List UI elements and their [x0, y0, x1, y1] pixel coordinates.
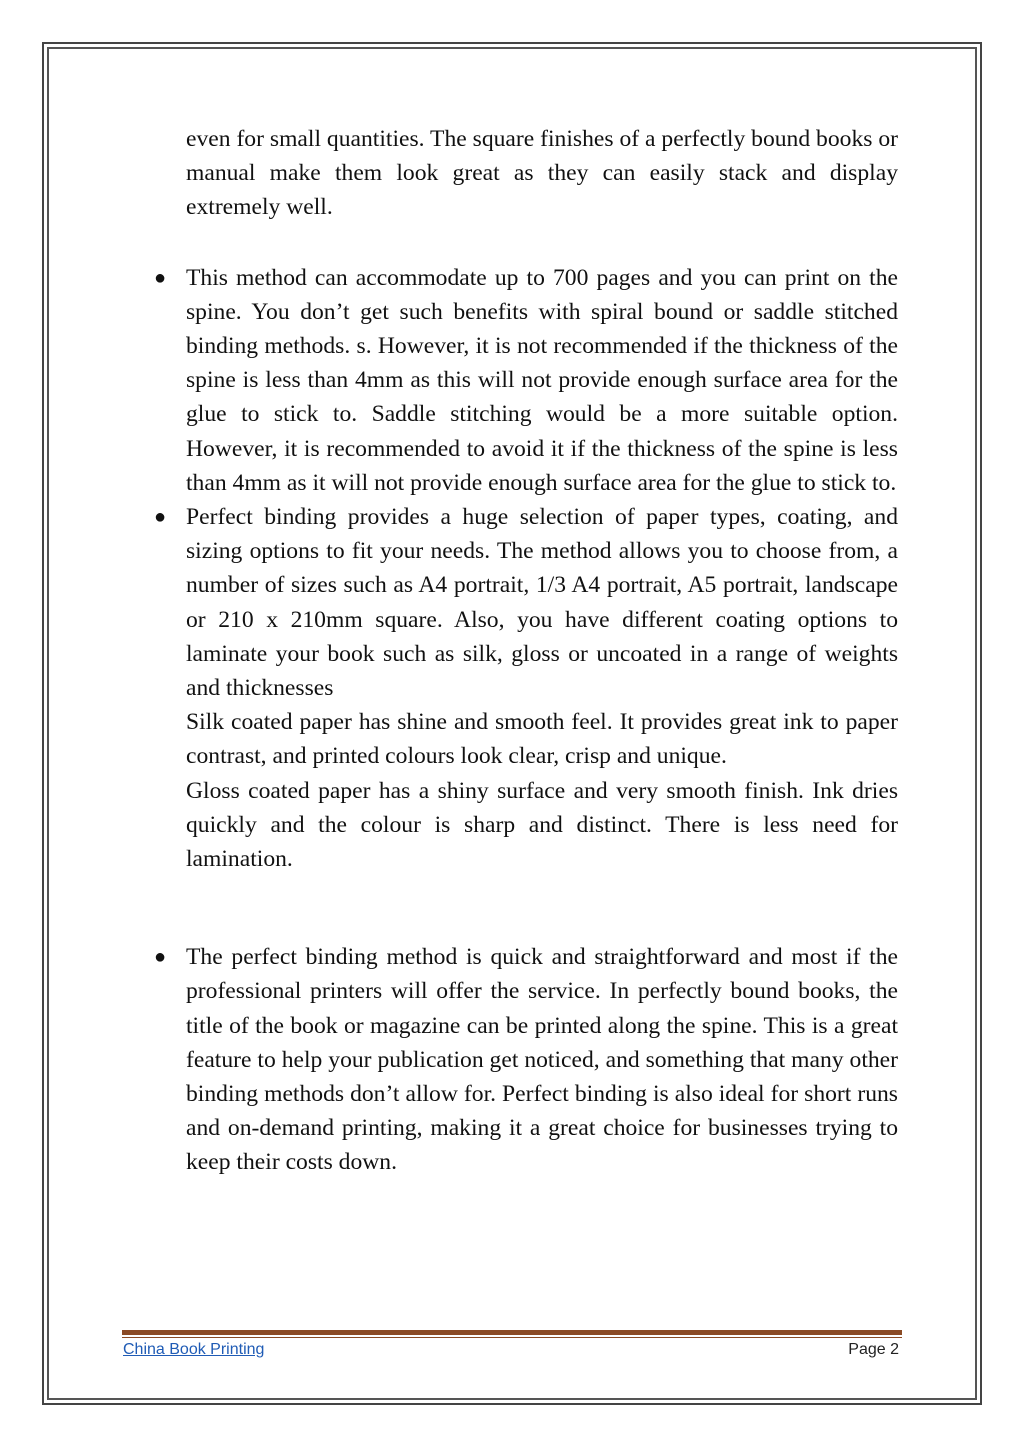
- bullet-paragraph: Perfect binding provides a huge selection of paper types, coating, and sizing options to fit your needs. The method allows you to choose from, a number of sizes such as A4 portrait, 1/3 A4 portrait, A5 portrait, landscape or 210 x 210mm square. Also, you have different coating options to laminate your book such as silk, gloss or uncoated in a range of weights and thicknesses: [186, 504, 898, 702]
- document-body: [154, 122, 898, 1180]
- footer-company-link[interactable]: China Book Printing: [123, 1341, 265, 1358]
- bullet-icon: ●: [154, 946, 167, 969]
- footer-rule: [122, 1330, 902, 1335]
- bullet-item-paper-options: [154, 500, 898, 876]
- bullet-item-page-capacity: [154, 261, 898, 500]
- bullet-icon: ●: [154, 266, 167, 289]
- silk-paper-paragraph: Silk coated paper has shine and smooth feel. It provides great ink to paper contrast, and printed colours look clear, crisp and unique.: [186, 709, 898, 770]
- page-number: Page 2: [848, 1341, 899, 1358]
- bullet-icon: ●: [154, 506, 167, 529]
- bullet-paragraph: This method can accommodate up to 700 pages and you can print on the spine. You don’t get such benefits with spiral bound or saddle stitched binding methods. s. However, it is not recommended if the thickness of the spine is less than 4mm as this will not provide enough surface area for the glue to stick to. Saddle stitching would be a more suitable option. However, it is recommended to avoid it if the thickness of the spine is less than 4mm as it will not provide enough surface area for the glue to stick to.: [186, 264, 898, 496]
- spacer: [186, 225, 898, 261]
- intro-continuation-paragraph: even for small quantities. The square finishes of a perfectly bound books or manual make them look great as they can easily stack and display extremely well.: [186, 126, 898, 221]
- bullet-paragraph: The perfect binding method is quick and straightforward and most if the professional printers will offer the service. In perfectly bound books, the title of the book or magazine can be printed along the spine. This is a great feature to help your publication get noticed, and something that many other binding methods don’t allow for. Perfect binding is also ideal for short runs and on-demand printing, making it a great choice for businesses trying to keep their costs down.: [186, 944, 898, 1176]
- gloss-paper-paragraph: Gloss coated paper has a shiny surface and very smooth finish. Ink dries quickly and the colour is sharp and distinct. There is less need for lamination.: [186, 777, 898, 873]
- spacer: [186, 876, 898, 940]
- footer-rule-thin: [122, 1337, 902, 1338]
- bullet-item-spine-printing: [154, 940, 898, 1179]
